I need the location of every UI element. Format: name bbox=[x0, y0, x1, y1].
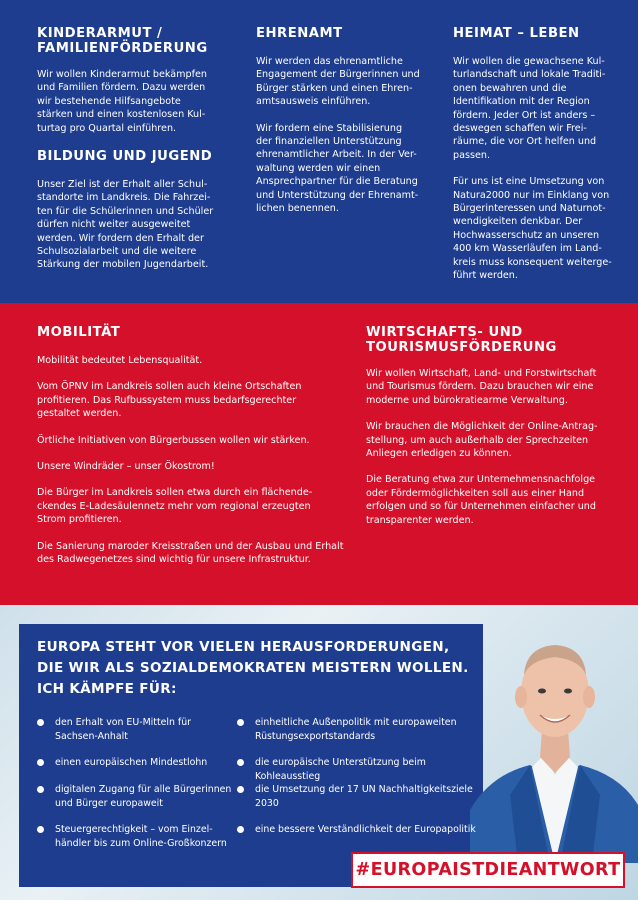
heimat-title: HEIMAT – LEBEN bbox=[453, 26, 580, 41]
list-item: den Erhalt von EU-Mitteln für Sachsen-Anhalt bbox=[37, 716, 237, 756]
ehrenamt-title: EHRENAMT bbox=[256, 26, 343, 41]
mobilitaet-text-2: Vom ÖPNV im Landkreis sollen auch kleine Ortschaften profitieren. Das Rufbussystem muss bedarfsgerechter gestaltet werden. bbox=[37, 381, 302, 420]
bildung-text: Unser Ziel ist der Erhalt aller Schul- standorte im Landkreis. Die Fahrzei- ten für die Schülerinnen und Schüler dürfen nicht weiter ausgeweitet werden. Wir fordern den Erhalt der Schulsozialarbeit und die weitere Stärkung der mobilen Jugendarbeit. bbox=[37, 179, 214, 271]
bildung-title: BILDUNG UND JUGEND bbox=[37, 149, 213, 165]
bullet-icon bbox=[237, 759, 244, 766]
wirtschaft-title: WIRTSCHAFTS- UND TOURISMUSFÖRDERUNG bbox=[366, 325, 557, 355]
kinderarmut-title bbox=[37, 26, 237, 56]
europa-list-left bbox=[37, 716, 237, 853]
kinderarmut-title-line1: KINDERARMUT / bbox=[37, 26, 163, 41]
wirtschaft-text-3: Die Beratung etwa zur Unternehmensnachfolge oder Fördermöglichkeiten soll aus einer Hand erfolgen und so für Unternehmen einfacher und transparenter werden. bbox=[366, 474, 596, 526]
ehrenamt-section bbox=[256, 26, 436, 215]
mobilitaet-text-1: Mobilität bedeutet Lebensqualität. bbox=[37, 355, 203, 366]
list-item: Steuergerechtigkeit – vom Einzel- händler bis zum Online-Großkonzern bbox=[37, 823, 237, 853]
mobilitaet-section bbox=[37, 325, 347, 566]
list-item: die europäische Unterstützung beim Kohleausstieg bbox=[237, 756, 477, 783]
europa-title: EUROPA STEHT VOR VIELEN HERAUSFORDERUNGEN, DIE WIR ALS SOZIALDEMOKRATEN MEISTERN WOLLEN. ICH KÄMPFE FÜR: bbox=[37, 639, 469, 697]
wirtschaft-text-2: Wir brauchen die Möglichkeit der Online-Antrag- stellung, um auch außerhalb der Sprechzeiten Anliegen erledigen zu können. bbox=[366, 421, 598, 460]
list-item: digitalen Zugang für alle Bürgerinnen und Bürger europaweit bbox=[37, 783, 237, 823]
bullet-icon bbox=[37, 759, 44, 766]
bullet-icon bbox=[37, 826, 44, 833]
mobilitaet-text-6: Die Sanierung maroder Kreisstraßen und der Ausbau und Erhalt des Radwegenetzes sind wichtig für unsere Infrastruktur. bbox=[37, 540, 344, 566]
bullet-icon bbox=[237, 826, 244, 833]
list-item: eine bessere Verständlichkeit der Europapolitik bbox=[237, 823, 477, 853]
candidate-portrait-icon bbox=[470, 605, 638, 863]
bullet-icon bbox=[237, 786, 244, 793]
mobilitaet-text-3: Örtliche Initiativen von Bürgerbussen wollen wir stärken. bbox=[37, 434, 310, 446]
list-item: einen europäischen Mindestlohn bbox=[37, 756, 237, 783]
hashtag-label: #EUROPAISTDIEANTWORT bbox=[351, 852, 625, 888]
kinderarmut-section bbox=[37, 26, 237, 272]
mobilitaet-title: MOBILITÄT bbox=[37, 325, 121, 340]
list-item: die Umsetzung der 17 UN Nachhaltigkeitsziele 2030 bbox=[237, 783, 477, 823]
bullet-icon bbox=[37, 786, 44, 793]
bullet-icon bbox=[237, 719, 244, 726]
list-item: einheitliche Außenpolitik mit europaweiten Rüstungsexportstandards bbox=[237, 716, 477, 756]
ehrenamt-text-1: Wir werden das ehrenamtliche Engagement der Bürgerinnen und Bürger stärken und einen Ehren- amtsausweis einführen. bbox=[256, 56, 420, 108]
kinderarmut-text: Wir wollen Kinderarmut bekämpfen und Familien fördern. Dazu werden wir bestehende Hilfsangebote stärken und einen kostenlosen Kul- turtag pro Quartal einführen. bbox=[37, 69, 207, 134]
heimat-section bbox=[453, 26, 629, 283]
mobilitaet-text-4: Unsere Windräder – unser Ökostrom! bbox=[37, 461, 215, 473]
heimat-text-1: Wir wollen die gewachsene Kul- turlandschaft und lokale Traditi- onen bewahren und die Identifikation mit der Region fördern. Jeder Ort ist anders – deswegen schaffen wir Frei- räume, die vor Ort helfen und passen. bbox=[453, 56, 606, 161]
kinderarmut-title-line2: FAMILIENFÖRDERUNG bbox=[37, 41, 208, 56]
ehrenamt-text-2: Wir fordern eine Stabilisierung der finanziellen Unterstützung ehrenamtlicher Arbeit. In der Ver- waltung werden wir einen Ansprechpartner für die Beratung und Unterstützung der Ehrenamt- lichen benennen. bbox=[256, 122, 419, 215]
wirtschaft-section bbox=[366, 325, 631, 527]
candidate-photo bbox=[470, 605, 638, 863]
wirtschaft-text-1: Wir wollen Wirtschaft, Land- und Forstwirtschaft und Tourismus fördern. Dazu brauchen wir eine moderne und bürokratiearme Verwaltung. bbox=[366, 368, 597, 406]
mobilitaet-text-5: Die Bürger im Landkreis sollen etwa durch ein flächende- ckendes E-Ladesäulennetz mehr vom regional erzeugten Strom profitieren. bbox=[37, 487, 313, 526]
heimat-text-2: Für uns ist eine Umsetzung von Natura2000 nur im Einklang von Bürgerinteressen und Naturnot- wendigkeiten denkbar. Der Hochwasserschutz an unseren 400 km Wasserläufen im Land- kreis muss konsequent weiterge- führt werden. bbox=[453, 176, 612, 282]
bullet-icon bbox=[37, 719, 44, 726]
europa-list-right bbox=[237, 716, 477, 853]
